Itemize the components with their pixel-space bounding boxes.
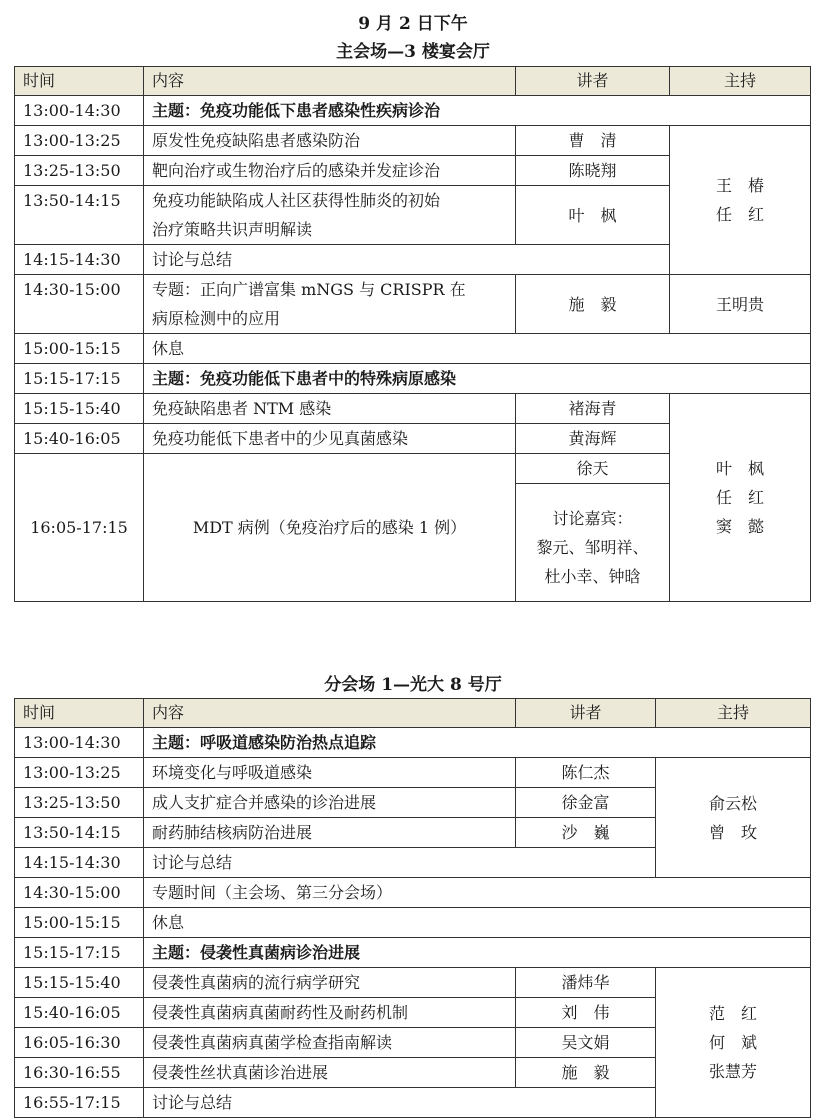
speaker-cell: 徐金富 [516,788,656,818]
content-cell: 讨论与总结 [144,245,670,275]
theme-title: 主题：免疫功能低下患者感染性疾病诊治 [144,96,811,126]
speaker-cell: 曹 清 [516,126,670,156]
col-header-time: 时间 [15,699,144,728]
content-cell: 免疫缺陷患者 NTM 感染 [144,394,516,424]
speaker-cell: 施 毅 [516,1058,656,1088]
host-name: 任 红 [715,488,764,507]
time-cell: 13:25-13:50 [15,788,144,818]
table-row [15,968,811,998]
speaker-cell: 刘 伟 [516,998,656,1028]
content-line: 免疫功能缺陷成人社区获得性肺炎的初始 [152,191,441,210]
host-name: 何 斌 [708,1033,757,1052]
speaker-cell: 黄海辉 [516,424,670,454]
theme-row [15,364,811,394]
table-header-row [15,699,811,728]
content-cell: 讨论与总结 [144,1088,656,1118]
col-header-speaker: 讲者 [516,67,670,96]
theme-row [15,96,811,126]
sub-venue-heading: 分会场 1—光大 8 号厅 [324,675,502,695]
date-heading: 9 月 2 日下午 [358,14,468,34]
content-cell [144,275,516,334]
discussion-guests-cell [516,484,670,602]
guests-line: 讨论嘉宾： [552,509,633,528]
speaker-cell: 陈仁杰 [516,758,656,788]
speaker-cell: 徐天 [516,454,670,484]
table-row [15,334,811,364]
content-cell: 侵袭性真菌病的流行病学研究 [144,968,516,998]
guests-line: 杜小幸、钟晗 [544,567,641,586]
table-row [15,908,811,938]
table-row [15,126,811,156]
time-cell: 13:25-13:50 [15,156,144,186]
host-name: 张慧芳 [708,1062,757,1081]
content-cell: MDT 病例（免疫治疗后的感染 1 例） [144,454,516,602]
content-cell: 专题时间（主会场、第三分会场） [144,878,811,908]
theme-title: 主题：侵袭性真菌病诊治进展 [144,938,811,968]
host-name: 王 椿 [715,176,764,195]
time-cell: 13:00-13:25 [15,126,144,156]
main-venue-heading: 主会场—3 楼宴会厅 [336,42,490,62]
speaker-cell: 陈晓翔 [516,156,670,186]
time-cell: 14:30-15:00 [15,275,144,334]
table-row [15,878,811,908]
time-cell: 14:15-14:30 [15,245,144,275]
host-cell [656,758,811,878]
col-header-content: 内容 [144,67,516,96]
table-row [15,394,811,424]
content-line: 专题：正向广谱富集 mNGS 与 CRISPR 在 [152,280,466,299]
table-header-row [15,67,811,96]
time-cell: 15:15-15:40 [15,968,144,998]
time-cell: 14:30-15:00 [15,878,144,908]
time-cell: 14:15-14:30 [15,848,144,878]
host-cell [670,394,811,602]
content-cell: 免疫功能低下患者中的少见真菌感染 [144,424,516,454]
content-cell: 侵袭性丝状真菌诊治进展 [144,1058,516,1088]
time-cell: 13:50-14:15 [15,818,144,848]
time-cell: 13:00-14:30 [15,96,144,126]
sub-venue-schedule-table [14,698,811,1118]
time-cell: 13:00-13:25 [15,758,144,788]
content-cell: 讨论与总结 [144,848,656,878]
content-cell: 成人支扩症合并感染的诊治进展 [144,788,516,818]
time-cell: 15:15-15:40 [15,394,144,424]
content-cell: 靶向治疗或生物治疗后的感染并发症诊治 [144,156,516,186]
col-header-host: 主持 [656,699,811,728]
content-cell: 休息 [144,908,811,938]
content-line: 治疗策略共识声明解读 [152,220,313,239]
col-header-content: 内容 [144,699,516,728]
table-row [15,275,811,334]
content-line: 病原检测中的应用 [152,309,281,328]
main-venue-schedule-table [14,66,811,602]
host-name: 俞云松 [708,793,757,813]
host-name: 窦 懿 [715,517,764,536]
time-cell: 16:05-16:30 [15,1028,144,1058]
speaker-cell: 施 毅 [516,275,670,334]
host-name: 叶 枫 [715,459,764,478]
speaker-cell: 褚海青 [516,394,670,424]
content-cell: 侵袭性真菌病真菌学检查指南解读 [144,1028,516,1058]
time-cell: 13:50-14:15 [15,186,144,245]
speaker-cell: 吴文娟 [516,1028,656,1058]
time-cell: 15:15-17:15 [15,364,144,394]
content-cell: 原发性免疫缺陷患者感染防治 [144,126,516,156]
content-cell: 环境变化与呼吸道感染 [144,758,516,788]
speaker-cell: 叶 枫 [516,186,670,245]
host-name: 范 红 [708,1004,757,1023]
content-cell: 侵袭性真菌病真菌耐药性及耐药机制 [144,998,516,1028]
time-cell: 15:40-16:05 [15,424,144,454]
col-header-speaker: 讲者 [516,699,656,728]
speaker-cell: 潘炜华 [516,968,656,998]
theme-row [15,938,811,968]
theme-title: 主题：免疫功能低下患者中的特殊病原感染 [144,364,811,394]
time-cell: 15:15-17:15 [15,938,144,968]
theme-row [15,728,811,758]
col-header-host: 主持 [670,67,811,96]
host-name: 任 红 [715,205,764,224]
content-cell [144,186,516,245]
host-cell: 王明贵 [670,275,811,334]
time-cell: 15:40-16:05 [15,998,144,1028]
time-cell: 16:05-17:15 [15,454,144,602]
time-cell: 13:00-14:30 [15,728,144,758]
speaker-cell: 沙 巍 [516,818,656,848]
guests-line: 黎元、邹明祥、 [536,538,649,557]
time-cell: 15:00-15:15 [15,334,144,364]
host-cell [670,126,811,275]
time-cell: 15:00-15:15 [15,908,144,938]
content-cell: 休息 [144,334,811,364]
host-name: 曾 玫 [708,822,757,842]
host-cell [656,968,811,1118]
theme-title: 主题：呼吸道感染防治热点追踪 [144,728,811,758]
time-cell: 16:30-16:55 [15,1058,144,1088]
time-cell: 16:55-17:15 [15,1088,144,1118]
col-header-time: 时间 [15,67,144,96]
content-cell: 耐药肺结核病防治进展 [144,818,516,848]
table-row [15,758,811,788]
